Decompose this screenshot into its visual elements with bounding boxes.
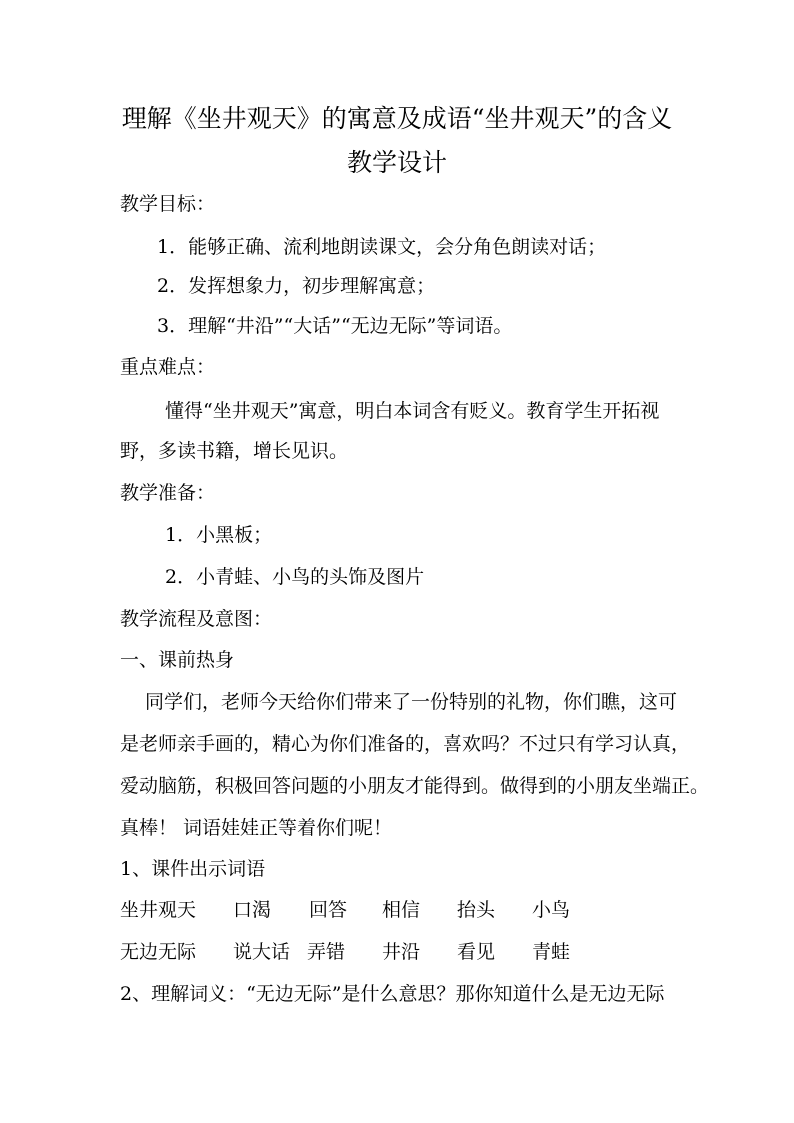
vocab-word: 坐井观天 [120,899,197,921]
paragraph-line: 是老师亲手画的，精心为你们准备的，喜欢吗？不过只有学习认真， [120,733,691,755]
flow-heading: 教学流程及意图： [120,608,273,630]
vocab-word: 小鸟 [532,899,571,921]
section-heading: 一、课前热身 [120,649,235,671]
preparation-heading: 教学准备： [120,482,216,504]
goal-item: 3．理解“井沿”“大话”“无边无际”等词语。 [157,315,513,337]
paragraph-line: 爱动脑筋，积极回答问题的小朋友才能得到。做得到的小朋友坐端正。 [120,775,710,797]
vocab-word: 弄错 [307,941,346,963]
vocab-row [120,898,680,922]
vocab-word: 说大话 [233,941,291,963]
vocab-word: 青蛙 [532,941,571,963]
goals-heading: 教学目标： [120,193,216,215]
key-points-heading: 重点难点： [120,356,216,378]
goal-item: 2．发挥想象力，初步理解寓意； [157,275,436,297]
key-points-line: 野，多读书籍，增长见识。 [120,440,349,462]
vocab-word: 回答 [309,899,348,921]
document-title: 理解《坐井观天》的寓意及成语“坐井观天”的含义 [121,104,673,133]
vocab-word: 看见 [457,941,496,963]
vocab-row [120,940,680,964]
goal-item: 1．能够正确、流利地朗读课文，会分角色朗读对话； [157,236,607,258]
preparation-item: 2．小青蛙、小鸟的头饰及图片 [165,566,425,588]
vocab-word: 口渴 [233,899,272,921]
vocab-word: 无边无际 [120,941,197,963]
step-heading: 2、理解词义：“无边无际”是什么意思？那你知道什么是无边无际 [120,983,665,1005]
vocab-word: 抬头 [457,899,496,921]
paragraph-line: 同学们，老师今天给你们带来了一份特别的礼物，你们瞧，这可 [145,691,678,713]
vocab-word: 相信 [382,899,421,921]
paragraph-line: 真棒！ 词语娃娃正等着你们呢！ [120,817,393,839]
key-points-line: 懂得“坐井观天”寓意，明白本词含有贬义。教育学生开拓视 [165,400,660,422]
step-heading: 1、课件出示词语 [120,858,266,880]
document-subtitle: 教学设计 [346,148,447,177]
preparation-item: 1．小黑板； [165,524,273,546]
vocab-word: 井沿 [382,941,421,963]
